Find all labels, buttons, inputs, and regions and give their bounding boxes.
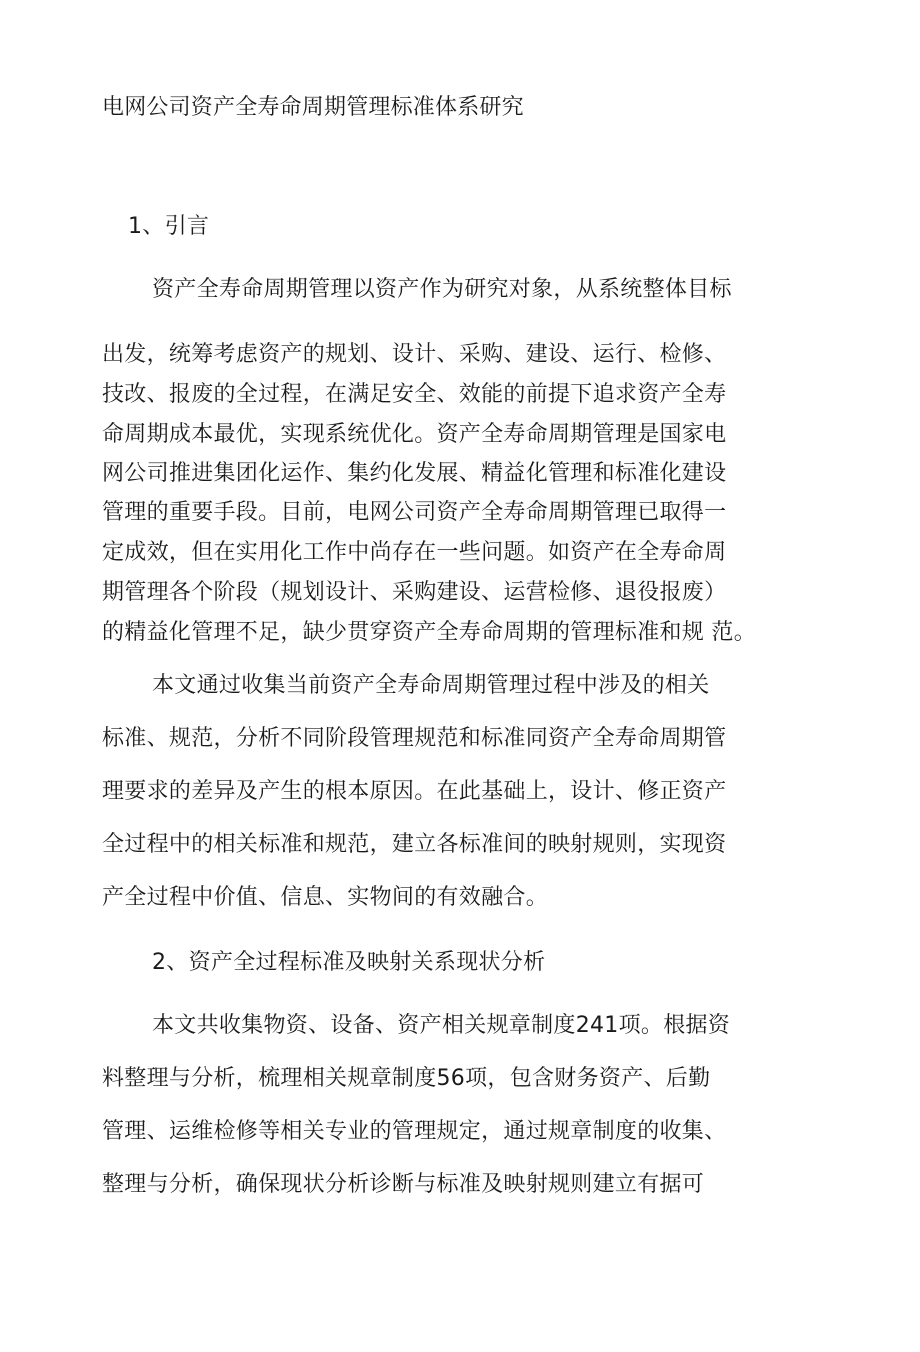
paragraph-line: 全过程中的相关标准和规范，建立各标准间的映射规则，实现资 <box>102 832 727 857</box>
paragraph-line: 整理与分析，确保现状分析诊断与标准及映射规则建立有据可 <box>102 1172 705 1197</box>
paragraph-line: 资产全寿命周期管理以资产作为研究对象，从系统整体目标 <box>152 277 732 302</box>
paragraph-line: 命周期成本最优，实现系统优化。资产全寿命周期管理是国家电 <box>102 422 727 447</box>
paragraph-line: 本文共收集物资、设备、资产相关规章制度241项。根据资 <box>152 1013 731 1038</box>
section-heading-1: 1、引言 <box>128 214 210 239</box>
paragraph-line: 管理的重要手段。目前，电网公司资产全寿命周期管理已取得一 <box>102 500 727 525</box>
section-heading-2: 2、资产全过程标准及映射关系现状分析 <box>152 950 546 975</box>
document-title: 电网公司资产全寿命周期管理标准体系研究 <box>102 95 524 120</box>
paragraph-line: 产全过程中价值、信息、实物间的有效融合。 <box>102 885 549 910</box>
paragraph-line: 出发，统筹考虑资产的规划、设计、采购、建设、运行、检修、 <box>102 342 727 367</box>
paragraph-line: 定成效，但在实用化工作中尚存在一些问题。如资产在全寿命周 <box>102 540 727 565</box>
paragraph-line: 料整理与分析，梳理相关规章制度56项，包含财务资产、后勤 <box>102 1066 711 1091</box>
paragraph-line: 技改、报废的全过程，在满足安全、效能的前提下追求资产全寿 <box>102 382 727 407</box>
paragraph-line: 本文通过收集当前资产全寿命周期管理过程中涉及的相关 <box>152 673 710 698</box>
paragraph-line: 管理、运维检修等相关专业的管理规定，通过规章制度的收集、 <box>102 1119 727 1144</box>
paragraph-line: 的精益化管理不足，缺少贯穿资产全寿命周期的管理标准和规 范。 <box>102 620 756 645</box>
paragraph-line: 网公司推进集团化运作、集约化发展、精益化管理和标准化建设 <box>102 461 727 486</box>
paragraph-line: 标准、规范，分析不同阶段管理规范和标准同资产全寿命周期管 <box>102 726 727 751</box>
paragraph-line: 理要求的差异及产生的根本原因。在此基础上，设计、修正资产 <box>102 779 727 804</box>
paragraph-line: 期管理各个阶段（规划设计、采购建设、运营检修、退役报废） <box>102 580 727 605</box>
